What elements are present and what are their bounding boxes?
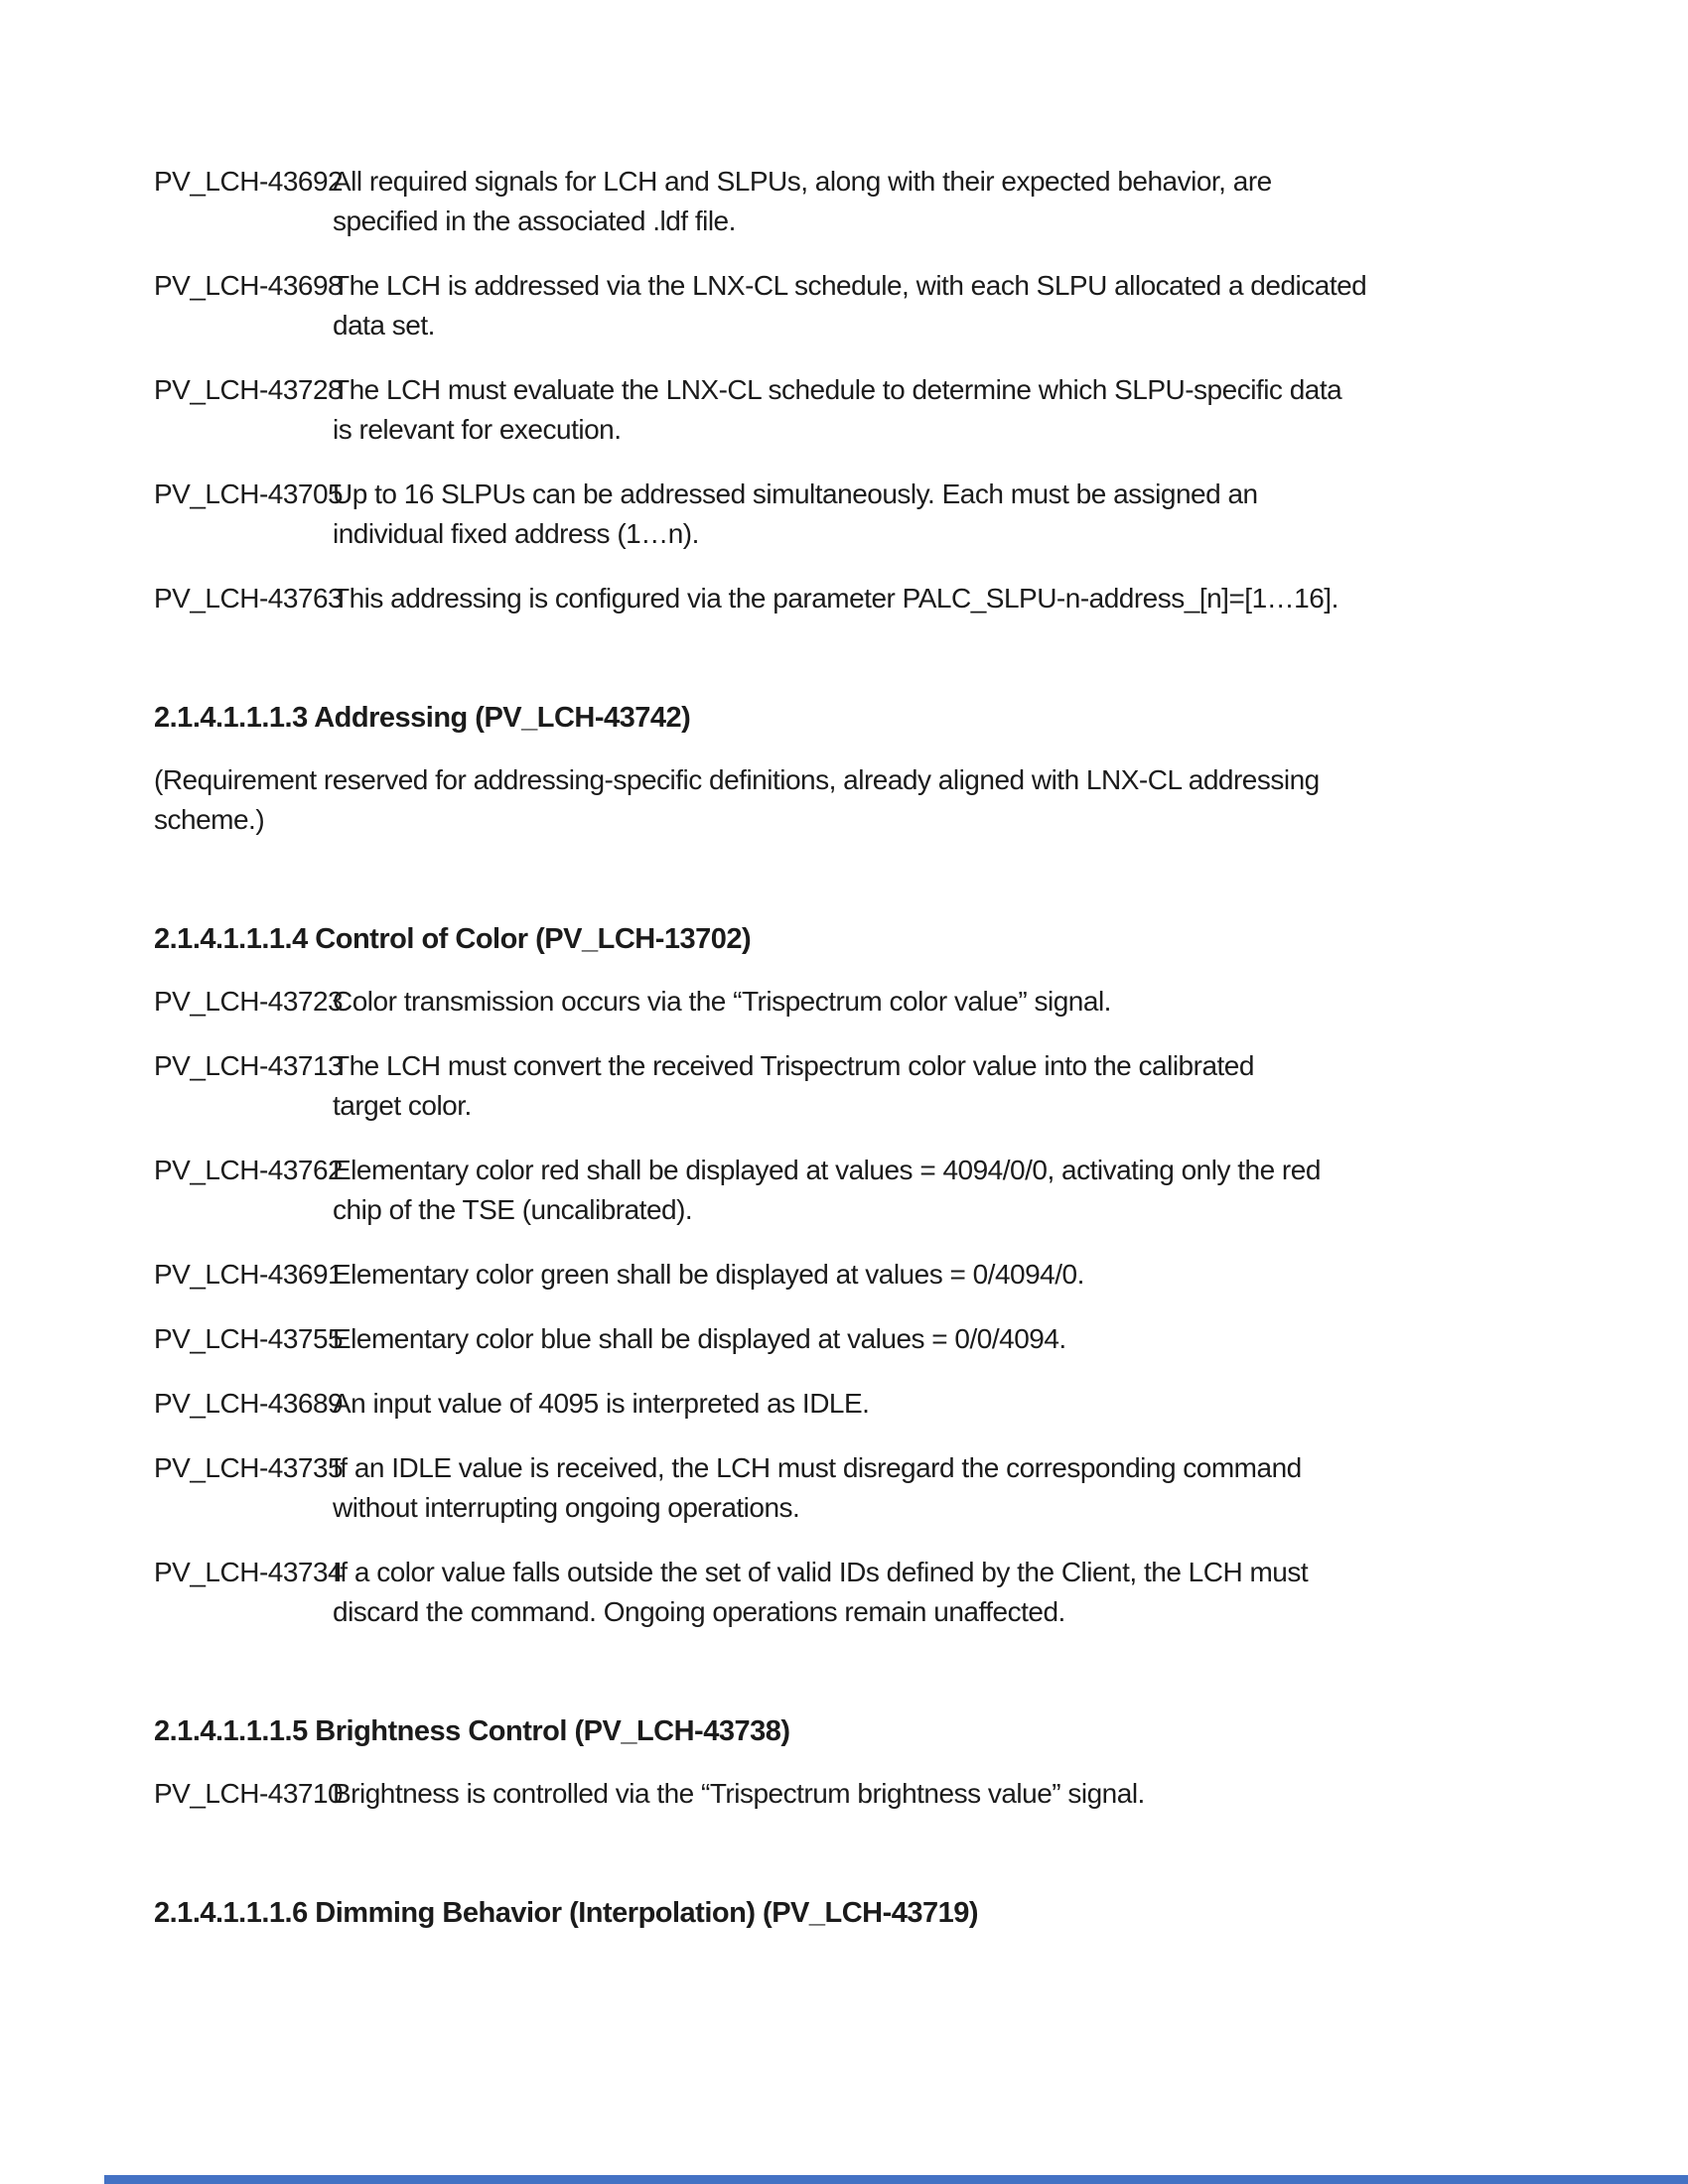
text-line: chip of the TSE (uncalibrated). (333, 1194, 693, 1225)
requirement-row (154, 982, 1579, 1022)
text-line: target color. (333, 1090, 472, 1121)
requirement-row (154, 162, 1579, 241)
requirement-id: PV_LCH-43723 (154, 986, 344, 1017)
requirement-text (333, 266, 1579, 345)
requirement-text (333, 370, 1579, 450)
text-line: discard the command. Ongoing operations remain unaffected. (333, 1596, 1065, 1627)
text-line: without interrupting ongoing operations. (333, 1492, 800, 1523)
text-line: The LCH must evaluate the LNX-CL schedule to determine which SLPU-specific data (333, 374, 1342, 405)
text-line: individual fixed address (1…n). (333, 518, 699, 549)
document-blocks (154, 162, 1579, 1933)
requirement-row (154, 1255, 1579, 1295)
requirement-id: PV_LCH-43710 (154, 1778, 344, 1809)
requirement-row (154, 579, 1579, 618)
text-line: data set. (333, 310, 435, 341)
requirement-id: PV_LCH-43689 (154, 1388, 344, 1419)
requirement-id: PV_LCH-43705 (154, 478, 344, 509)
requirement-row (154, 1151, 1579, 1230)
plain-paragraph (154, 760, 1579, 840)
text-line: scheme.) (154, 804, 265, 835)
requirement-id: PV_LCH-43698 (154, 270, 344, 301)
text-line: Up to 16 SLPUs can be addressed simultaneously. Each must be assigned an (333, 478, 1258, 509)
requirement-text (333, 1151, 1579, 1230)
section-heading: 2.1.4.1.1.1.6 Dimming Behavior (Interpolation) (PV_LCH-43719) (154, 1897, 979, 1929)
text-line: Elementary color green shall be displayed at values = 0/4094/0. (333, 1259, 1084, 1290)
requirement-row (154, 1774, 1579, 1814)
text-line: The LCH is addressed via the LNX-CL schedule, with each SLPU allocated a dedicated (333, 270, 1367, 301)
requirement-row (154, 266, 1579, 345)
text-line: Elementary color red shall be displayed at values = 4094/0/0, activating only the red (333, 1155, 1321, 1185)
requirement-row (154, 1046, 1579, 1126)
requirement-text (333, 1448, 1579, 1528)
requirement-id: PV_LCH-43691 (154, 1259, 344, 1290)
text-line: (Requirement reserved for addressing-specific definitions, already aligned with LNX-CL addressing (154, 764, 1320, 795)
text-line: The LCH must convert the received Trispectrum color value into the calibrated (333, 1050, 1254, 1081)
requirement-id: PV_LCH-43728 (154, 374, 344, 405)
text-line: This addressing is configured via the parameter PALC_SLPU-n-address_[n]=[1…16]. (333, 583, 1338, 614)
requirement-text (333, 475, 1579, 554)
section-heading: 2.1.4.1.1.1.4 Control of Color (PV_LCH-13702) (154, 923, 752, 955)
requirement-row (154, 370, 1579, 450)
text-line: is relevant for execution. (333, 414, 622, 445)
requirement-text (333, 579, 1579, 618)
requirement-row (154, 475, 1579, 554)
requirement-text (333, 162, 1579, 241)
text-line: If an IDLE value is received, the LCH must disregard the corresponding command (333, 1452, 1302, 1483)
requirement-id: PV_LCH-43763 (154, 583, 344, 614)
requirement-id: PV_LCH-43735 (154, 1452, 344, 1483)
requirement-text (333, 1774, 1579, 1814)
requirement-row (154, 1384, 1579, 1424)
requirement-id: PV_LCH-43692 (154, 166, 344, 197)
section-heading: 2.1.4.1.1.1.5 Brightness Control (PV_LCH-43738) (154, 1715, 790, 1747)
section-heading: 2.1.4.1.1.1.3 Addressing (PV_LCH-43742) (154, 702, 691, 734)
requirement-id: PV_LCH-43713 (154, 1050, 344, 1081)
requirement-text (333, 1255, 1579, 1295)
requirement-text (333, 1553, 1579, 1632)
text-line: An input value of 4095 is interpreted as IDLE. (333, 1388, 870, 1419)
requirement-text (333, 1046, 1579, 1126)
text-line: Color transmission occurs via the “Trispectrum color value” signal. (333, 986, 1111, 1017)
requirement-text (333, 982, 1579, 1022)
bottom-accent-bar (104, 2175, 1688, 2184)
text-line: If a color value falls outside the set of valid IDs defined by the Client, the LCH must (333, 1557, 1309, 1587)
requirement-row (154, 1553, 1579, 1632)
text-line: Brightness is controlled via the “Trispectrum brightness value” signal. (333, 1778, 1145, 1809)
requirement-id: PV_LCH-43762 (154, 1155, 344, 1185)
requirement-id: PV_LCH-43734 (154, 1557, 344, 1587)
text-line: Elementary color blue shall be displayed at values = 0/0/4094. (333, 1323, 1066, 1354)
requirement-id: PV_LCH-43755 (154, 1323, 344, 1354)
text-line: All required signals for LCH and SLPUs, along with their expected behavior, are (333, 166, 1272, 197)
text-line: specified in the associated .ldf file. (333, 205, 736, 236)
requirement-text (333, 1384, 1579, 1424)
requirement-text (333, 1319, 1579, 1359)
requirement-row (154, 1448, 1579, 1528)
requirement-row (154, 1319, 1579, 1359)
